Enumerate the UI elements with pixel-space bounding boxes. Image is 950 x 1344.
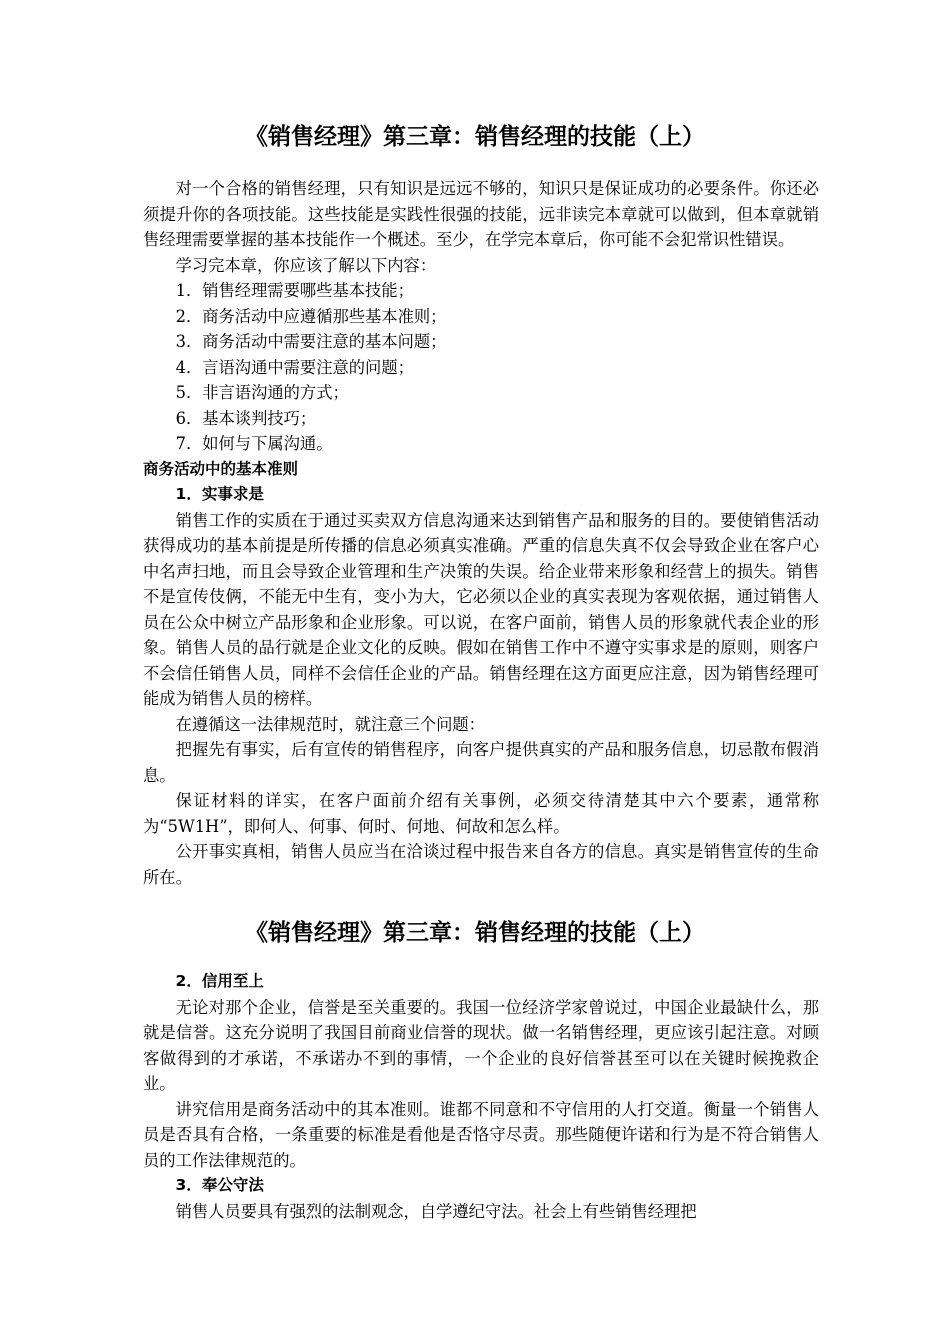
body-paragraph: 公开事实真相，销售人员应当在洽谈过程中报告来自各方的信息。真实是销售宣传的生命所在。	[143, 842, 819, 887]
list-item: 4．言语沟通中需要注意的问题；	[175, 357, 414, 377]
body-paragraph: 在遵循这一法律规范时，就注意三个问题：	[175, 714, 485, 734]
body-paragraph: 讲究信用是商务活动中的其本准则。谁都不同意和不守信用的人打交道。衡量一个销售人员是否具有合格，一条重要的标准是看他是否恪守尽责。那些随便许诺和行为是不符合销售人员的工作法律规范的。	[143, 1099, 819, 1170]
intro-section	[143, 176, 819, 890]
subsection-heading: 1．实事求是	[175, 485, 264, 503]
body-paragraph: 把握先有事实，后有宣传的销售程序，向客户提供真实的产品和服务信息，切忌散布假消息。	[143, 740, 819, 785]
subsection-heading: 2．信用至上	[175, 972, 264, 990]
body-paragraph: 无论对那个企业，信誉是至关重要的。我国一位经济学家曾说过，中国企业最缺什么，那就是信誉。这充分说明了我国目前商业信誉的现状。做一名销售经理，更应该引起注意。对顾客做得到的才承诺，不承诺办不到的事情，一个企业的良好信誉甚至可以在关键时候挽救企业。	[143, 997, 819, 1093]
list-item: 3．商务活动中需要注意的基本问题；	[175, 332, 447, 351]
body-paragraph: 销售人员要具有强烈的法制观念，自学遵纪守法。社会上有些销售经理把	[175, 1201, 697, 1221]
list-item: 2．商务活动中应遵循那些基本准则；	[175, 306, 447, 326]
body-paragraph: 保证材料的详实，在客户面前介绍有关事例，必须交待清楚其中六个要素，通常称为“5W1H”，即何人、何事、何时、何地、何故和怎么样。	[143, 791, 819, 836]
intro-lead-in: 学习完本章，你应该了解以下内容：	[175, 255, 437, 275]
section-heading: 商务活动中的基本准则	[143, 459, 299, 478]
list-item: 1．销售经理需要哪些基本技能；	[175, 281, 414, 300]
page-title: 《销售经理》第三章：销售经理的技能（上）	[245, 124, 705, 150]
subsection-heading: 3．奉公守法	[175, 1176, 264, 1194]
list-item: 7．如何与下属沟通。	[175, 434, 333, 453]
list-item: 5．非言语沟通的方式；	[175, 383, 349, 402]
list-item: 6．基本谈判技巧；	[175, 408, 317, 428]
intro-paragraph: 对一个合格的销售经理，只有知识是远远不够的，知识只是保证成功的必要条件。你还必须提升你的各项技能。这些技能是实践性很强的技能，远非读完本章就可以做到，但本章就销售经理需要掌握的基本技能作一个概述。至少，在学完本章后，你可能不会犯常识性错误。	[143, 179, 819, 249]
section2	[143, 969, 819, 1224]
body-paragraph: 销售工作的实质在于通过买卖双方信息沟通来达到销售产品和服务的目的。要使销售活动获得成功的基本前提是所传播的信息必须真实准确。严重的信息失真不仅会导致企业在客户心中名声扫地，而且会导致企业管理和生产决策的失误。给企业带来形象和经营上的损失。销售不是宣传伎俩，不能无中生有，变小为大，它必须以企业的真实表现为客观依据，通过销售人员在公众中树立产品形象和企业形象。可以说，在客户面前，销售人员的形象就代表企业的形象。销售人员的品行就是企业文化的反映。假如在销售工作中不遵守实事求是的原则，则客户不会信任销售人员，同样不会信任企业的产品。销售经理在这方面更应注意，因为销售经理可能成为销售人员的榜样。	[143, 510, 819, 708]
repeated-page-title: 《销售经理》第三章：销售经理的技能（上）	[245, 920, 705, 946]
